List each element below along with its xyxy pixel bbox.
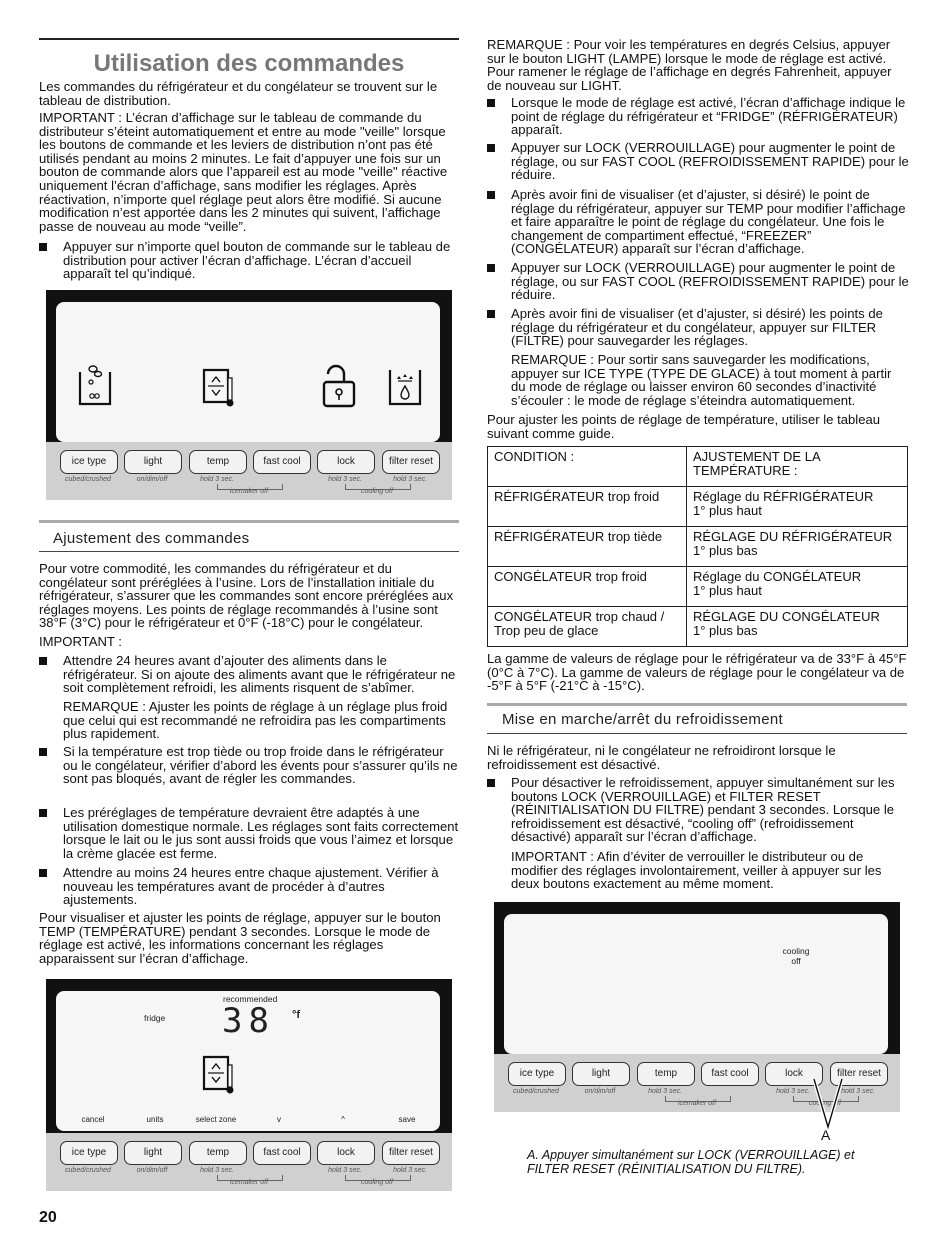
button-strip [46, 1133, 452, 1191]
table-cell: RÉGLAGE DU RÉFRIGÉRATEUR 1° plus bas [687, 527, 908, 567]
table-cell: RÉGLAGE DU CONGÉLATEUR 1° plus bas [687, 607, 908, 647]
softkey-up[interactable]: ^ [341, 1115, 345, 1124]
cooling-off-label: cooling off [809, 1100, 841, 1107]
lock-sub: hold 3 sec. [776, 1088, 810, 1095]
ice-type-button[interactable]: ice type [508, 1062, 566, 1086]
list-item-text: Les préréglages de température devraient être adaptés à une utilisation domestique normale. Les réglages sont faits correctement lorsque le lait ou le jus sont aussi froids que vous l’aimez et lorsque la crème glacée est ferme. [63, 805, 459, 861]
callout-label: A [821, 1127, 831, 1143]
bullet-square-icon [39, 243, 47, 251]
control-panel-setting-illustration [46, 979, 452, 1191]
lock-button[interactable]: lock [317, 450, 375, 474]
softkey-cancel[interactable]: cancel [81, 1115, 105, 1124]
icemaker-off-label: icemaker off [229, 1179, 269, 1186]
bullet-square-icon [487, 264, 495, 272]
display-screen [504, 914, 888, 1054]
softkey-save[interactable]: save [398, 1115, 416, 1124]
table-header: CONDITION : [488, 447, 687, 487]
table-row [488, 487, 908, 527]
list-item [487, 776, 909, 846]
table-header-row [488, 447, 908, 487]
light-button[interactable]: light [124, 1141, 182, 1165]
temp-sub: hold 3 sec. [200, 476, 234, 483]
important-label: IMPORTANT : [39, 634, 122, 649]
bullet-square-icon [487, 779, 495, 787]
softkey-select-zone[interactable]: select zone [195, 1115, 237, 1124]
section-rule [487, 703, 907, 706]
table-header: AJUSTEMENT DE LA TEMPÉRATURE : [687, 447, 908, 487]
table-cell: CONGÉLATEUR trop chaud / Trop peu de glace [488, 607, 687, 647]
ice-type-icon [76, 364, 116, 410]
list-item-text: Pour désactiver le refroidissement, appuyer simultanément sur les boutons LOCK (VERROUILLAGE) et FILTER RESET (RÉINITIALISATION DU FILTRE) pendant 3 secondes. Lorsque le refroidissement est désactivé, “cooling off” (refroidissement désactivé) apparaît sur l’écran d’affichage. [511, 775, 895, 845]
list-item [487, 307, 909, 349]
thermometer-icon [200, 364, 240, 410]
lock-button[interactable]: lock [317, 1141, 375, 1165]
filter-reset-button[interactable]: filter reset [382, 450, 440, 474]
title-rule [39, 38, 459, 40]
page-title: Utilisation des commandes [93, 50, 405, 77]
table-row [488, 567, 908, 607]
fast-cool-button[interactable]: fast cool [253, 450, 311, 474]
bullet-square-icon [487, 99, 495, 107]
cooling-off-label: cooling off [361, 1179, 393, 1186]
lock-button[interactable]: lock [765, 1062, 823, 1086]
list-item-text: Attendre 24 heures avant d’ajouter des aliments dans le réfrigérateur. Si on ajoute des aliments avant que le réfrigérateur ne soit complètement refroidi, les aliments risquent de s’abîmer. [63, 653, 456, 696]
section-underline [39, 551, 459, 552]
ice-type-sub: cubed/crushed [513, 1088, 559, 1095]
list-item-text: Appuyer sur LOCK (VERROUILLAGE) pour augmenter le point de réglage, ou sur FAST COOL (REFROIDISSEMENT RAPIDE) pour le réduire. [511, 140, 909, 183]
fast-cool-button[interactable]: fast cool [701, 1062, 759, 1086]
table-cell: Réglage du RÉFRIGÉRATEUR 1° plus haut [687, 487, 908, 527]
intro-text: Les commandes du réfrigérateur et du congélateur se trouvent sur le tableau de distribution. [39, 79, 438, 108]
lock-sub: hold 3 sec. [328, 476, 362, 483]
filter-reset-sub: hold 3 sec. [841, 1088, 875, 1095]
bullet-square-icon [487, 310, 495, 318]
important-cooling: IMPORTANT : Afin d’éviter de verrouiller le distributeur ou de modifier des réglages involontairement, veiller à appuyer sur les deux boutons exactement au même moment. [511, 849, 882, 892]
bullet-square-icon [39, 869, 47, 877]
cooling-off-label: cooling off [361, 488, 393, 495]
ice-type-sub: cubed/crushed [65, 476, 111, 483]
remarque-exit: REMARQUE : Pour sortir sans sauvegarder les modifications, appuyer sur ICE TYPE (TYPE DE GLACE) à tout moment à partir du mode de réglage ou laisser environ 60 secondes d’inactivité s’écouler : le mode de réglage s’éteindra automatiquement. [511, 352, 892, 408]
table-cell: CONGÉLATEUR trop froid [488, 567, 687, 607]
list-item [487, 188, 909, 258]
unit-label: °f [292, 1009, 301, 1021]
thermometer-icon [200, 1051, 240, 1097]
page-number: 20 [39, 1209, 57, 1226]
light-button[interactable]: light [124, 450, 182, 474]
recommended-label: recommended [223, 994, 278, 1004]
ice-type-sub: cubed/crushed [65, 1167, 111, 1174]
factory-presets-text: Pour votre commodité, les commandes du réfrigérateur et du congélateur sont préréglées à l’usine. Lors de l’installation initiale du réfrigérateur, s’assurer que les commandes sont encore préréglées aux réglages moyens. Les points de réglage recommandés à l’usine sont 38°F (3°C) pour le réfrigérateur et 0°F (-18°C) pour le congélateur. [39, 561, 454, 631]
table-cell: Réglage du CONGÉLATEUR 1° plus haut [687, 567, 908, 607]
list-item-text: Attendre au moins 24 heures entre chaque ajustement. Vérifier à nouveau les températures avant de procéder à d’autres ajustements. [63, 865, 439, 908]
section-rule [39, 520, 459, 523]
bullet-square-icon [39, 657, 47, 665]
list-item [487, 96, 909, 138]
temp-mode-text: Pour visualiser et ajuster les points de réglage, appuyer sur le bouton TEMP (TEMPÉRATURE) pendant 3 secondes. Lorsque le mode de réglage est activé, les informations concernant les réglages apparaissent sur l’écran d’affichage. [39, 910, 441, 966]
filter-reset-sub: hold 3 sec. [393, 1167, 427, 1174]
filter-reset-sub: hold 3 sec. [393, 476, 427, 483]
icemaker-off-label: icemaker off [677, 1100, 717, 1107]
softkey-units[interactable]: units [146, 1115, 164, 1124]
fridge-label: fridge [144, 1013, 166, 1023]
temp-button[interactable]: temp [189, 450, 247, 474]
bullet-square-icon [39, 748, 47, 756]
display-screen [56, 991, 440, 1131]
cooling-off-display: cooling off [782, 946, 810, 966]
temperature-readout: 38 [222, 1001, 275, 1041]
table-cell: RÉFRIGÉRATEUR trop froid [488, 487, 687, 527]
list-item-text: Si la température est trop tiède ou trop froide dans le réfrigérateur ou le congélateur, vérifier d’abord les évents pour s’assurer qu’ils ne sont pas bloqués, avant de régler les commandes. [63, 744, 458, 787]
table-cell: RÉFRIGÉRATEUR trop tiède [488, 527, 687, 567]
list-item [39, 745, 459, 801]
section-title-cooling: Mise en marche/arrêt du refroidissement [502, 711, 783, 728]
list-item-text: Après avoir fini de visualiser (et d’ajuster, si désiré) les points de réglage du réfrigérateur et du congélateur, appuyer sur FILTER (FILTRE) pour sauvegarder les réglages. [511, 306, 883, 349]
ice-type-button[interactable]: ice type [60, 1141, 118, 1165]
cooling-intro-text: Ni le réfrigérateur, ni le congélateur ne refroidiront lorsque le refroidissement est désactivé. [487, 743, 836, 772]
temp-button[interactable]: temp [189, 1141, 247, 1165]
filter-reset-button[interactable]: filter reset [830, 1062, 888, 1086]
list-item [39, 866, 459, 908]
icemaker-off-label: icemaker off [229, 488, 269, 495]
list-item-text: Après avoir fini de visualiser (et d’ajuster, si désiré) le point de réglage du réfrigérateur, appuyer sur TEMP pour modifier l’affichage et faire apparaître le point de réglage du congélateur. Une fois le changement de compartiment effectué, “FREEZER” (CONGÉLATEUR) apparaît sur l’écran d’affichage. [511, 187, 906, 257]
temp-button[interactable]: temp [637, 1062, 695, 1086]
range-text: La gamme de valeurs de réglage pour le réfrigérateur va de 33°F à 45°F (0°C à 7°C). La gamme de valeurs de réglage pour le congélateur va de -5°F à 5°F (-21°C à -15°C). [487, 651, 907, 694]
list-item [487, 141, 909, 183]
bullet-square-icon [39, 809, 47, 817]
bullet-square-icon [487, 191, 495, 199]
list-item [39, 240, 459, 282]
temp-sub: hold 3 sec. [200, 1167, 234, 1174]
table-row [488, 527, 908, 567]
light-sub: on/dim/off [136, 476, 168, 483]
figure-caption: A. Appuyer simultanément sur LOCK (VERROUILLAGE) et FILTER RESET (RÉINITIALISATION DU FILTRE). [527, 1148, 855, 1176]
important-standby: IMPORTANT : L’écran d’affichage sur le tableau de commande du distributeur s’éteint automatiquement et entre au mode "veille" lorsque les boutons de commande et les leviers de distribution n’ont pas été utilisés pendant au moins 2 minutes. Le fait d’appuyer une fois sur un bouton de commande alors que l’appareil est au mode "veille" réactive uniquement l’écran d’affichage, sans modifier les réglages. Après réactivation, n’importe quel réglage peut alors être modifié. Si aucune modification n’est apportée dans les 2 minutes qui suivent, l’affichage passe de nouveau au mode “veille”. [39, 110, 448, 234]
display-screen [56, 302, 440, 442]
table-row [488, 607, 908, 647]
bullet-square-icon [487, 144, 495, 152]
section-title-adjust: Ajustement des commandes [53, 530, 250, 547]
list-item [487, 261, 909, 303]
lock-icon [320, 364, 360, 410]
temp-sub: hold 3 sec. [648, 1088, 682, 1095]
light-button[interactable]: light [572, 1062, 630, 1086]
callout-lines [798, 1073, 858, 1133]
list-item-text: Appuyer sur n’importe quel bouton de commande sur le tableau de distribution pour activer l’écran d’affichage. L’écran d’accueil apparaît tel qu’indiqué. [63, 239, 451, 282]
table-intro-text: Pour ajuster les points de réglage de température, utiliser le tableau suivant comme guide. [487, 412, 881, 441]
light-sub: on/dim/off [584, 1088, 616, 1095]
list-item [39, 654, 459, 696]
list-item-text: Lorsque le mode de réglage est activé, l’écran d’affichage indique le point de réglage du réfrigérateur et “FRIDGE” (RÉFRIGÉRATEUR) apparaît. [511, 95, 906, 138]
lock-sub: hold 3 sec. [328, 1167, 362, 1174]
water-dispense-icon [386, 364, 426, 410]
control-panel-home-illustration [46, 290, 452, 500]
button-strip [46, 442, 452, 500]
remarque-celsius: REMARQUE : Pour voir les températures en degrés Celsius, appuyer sur le bouton LIGHT (LAMPE) lorsque le mode de réglage est activé. Pour ramener le réglage de l’affichage en degrés Fahrenheit, appuyer de nouveau sur LIGHT. [487, 37, 892, 93]
temperature-adjustment-table [487, 446, 908, 647]
ice-type-button[interactable]: ice type [60, 450, 118, 474]
remarque-colder: REMARQUE : Ajuster les points de réglage à un réglage plus froid que celui qui est recommandé ne refroidira pas les compartiments plus rapidement. [63, 699, 448, 742]
softkey-down[interactable]: v [277, 1115, 281, 1124]
fast-cool-button[interactable]: fast cool [253, 1141, 311, 1165]
light-sub: on/dim/off [136, 1167, 168, 1174]
section-underline [487, 733, 907, 734]
list-item-text: Appuyer sur LOCK (VERROUILLAGE) pour augmenter le point de réglage, ou sur FAST COOL (REFROIDISSEMENT RAPIDE) pour le réduire. [511, 260, 909, 303]
list-item [39, 806, 459, 862]
filter-reset-button[interactable]: filter reset [382, 1141, 440, 1165]
